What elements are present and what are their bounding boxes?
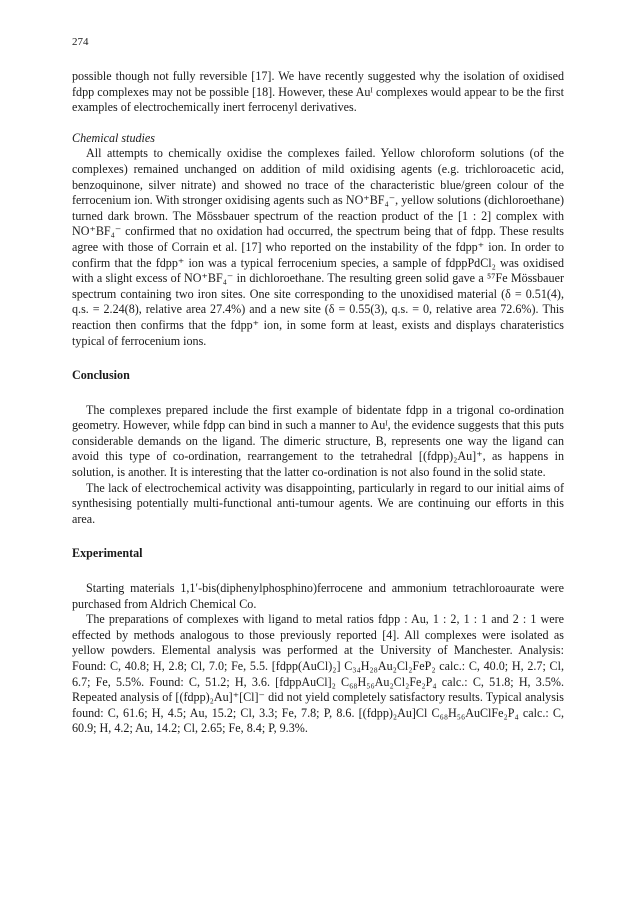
conclusion-heading: Conclusion <box>72 368 130 383</box>
chemical-studies-heading: Chemical studies <box>72 130 155 145</box>
experimental-paragraph-1: Starting materials 1,1′-bis(diphenylphosphino)ferrocene and ammonium tetrachloroaurate were purchased from Aldrich Chemical Co. <box>72 581 564 611</box>
experimental-heading: Experimental <box>72 546 143 561</box>
conclusion-paragraph-1: The complexes prepared include the first example of bidentate fdpp in a trigonal co-ordination geometry. However, while fdpp can bind in such a manner to Auᴵ, the evidence suggests that this puts considerable demands on the ligand. The dimeric structure, B, represents one way the ligand can avoid this type of co-ordination, rearrangement to the tetrahedral [(fdpp)₂Au]⁺, as happens in solution, is another. It is interesting that the latter co-ordination is not also found in the solid state. <box>72 402 564 480</box>
experimental-paragraph-2: The preparations of complexes with ligand to metal ratios fdpp : Au, 1 : 2, 1 : 1 and 2 : 1 were effected by methods analogous to those previously reported [4]. All complexes were isolated as yellow powders. Elemental analysis was performed at the University of Manchester. Analysis: Found: C, 40.8; H, 2.8; Cl, 7.0; Fe, 5.5. [fdpp(AuCl)₂] C₃₄H₂₈Au₂Cl₂FeP₂ calc.: C, 40.0; H, 2.7; Cl, 6.7; Fe, 5.5%. Found: C, 51.2; H, 3.6. [fdppAuCl]₂ C₆₈H₅₆Au₂Cl₂Fe₂P₄ calc.: C, 51.8; H, 3.5%. Repeated analysis of [(fdpp)₂Au]⁺[Cl]⁻ did not yield completely satisfactory results. Typical analysis found: C, 61.6; H, 4.5; Au, 15.2; Cl, 3.3; Fe, 7.8; P, 8.6. [(fdpp)₂Au]Cl C₆₈H₅₆AuClFe₂P₄ calc.: C, 60.9; H, 4.2; Au, 14.2; Cl, 2.65; Fe, 8.4; P, 9.3%. <box>72 612 564 736</box>
conclusion-paragraph-2: The lack of electrochemical activity was disappointing, particularly in regard to our initial aims of synthesising potentially multi-functional anti-tumour agents. We are continuing our efforts in this area. <box>72 480 564 526</box>
intro-paragraph: possible though not fully reversible [17]. We have recently suggested why the isolation of oxidised fdpp complexes may not be possible [18]. However, these Auᴵ complexes would appear to be the first examples of electrochemically inert ferrocenyl derivatives. <box>72 69 564 115</box>
journal-page <box>72 36 564 737</box>
chemical-studies-paragraph: All attempts to chemically oxidise the complexes failed. Yellow chloroform solutions (of the complexes) remained unchanged on addition of mild oxidising agents (e.g. trichloroacetic acid, benzoquinone, silver nitrate) and showed no trace of the characteristic blue/green colour of the ferrocenium ion. With stronger oxidising agents such as NO⁺BF₄⁻, yellow solutions (dichloroethane) turned dark brown. The Mössbauer spectrum of the reaction product of the [1 : 2] complex with NO⁺BF₄⁻ confirmed that no oxidation had occurred, the spectrum being that of fdpp. These results agree with those of Corrain et al. [17] who reported on the instability of the fdpp⁺ ion. In order to confirm that the fdpp⁺ ion was a typical ferrocenium species, a sample of fdppPdCl₂ was oxidised with a slight excess of NO⁺BF₄⁻ in dichloroethane. The resulting green solid gave a ⁵⁷Fe Mössbauer spectrum containing two iron sites. One site corresponding to the unoxidised material (δ = 0.51(4), q.s. = 2.24(8), relative area 27.4%) and a new site (δ = 0.55(3), q.s. = 0, relative area 72.6%). This reaction then confirms that the fdpp⁺ ion, in some form at least, exists and displays charateristics typical of ferrocenium ions. <box>72 146 564 348</box>
page-number: 274 <box>72 36 89 48</box>
